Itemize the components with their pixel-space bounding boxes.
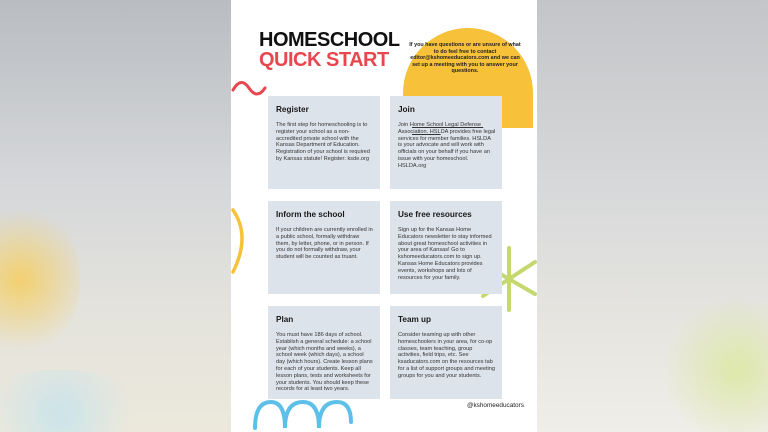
card-heading: Join [398,105,415,114]
flyer [231,0,537,432]
card-heading: Inform the school [276,210,345,219]
title-line-1: HOMESCHOOL [259,29,400,51]
card-body: If your children are currently enrolled in a public school, formally withdraw them, by letter, phone, or in person. If you do not formally withdraw, your student will be counted as truant. [276,227,373,261]
social-handle: @kshomeeducators [467,402,524,409]
hslda-link[interactable] [398,122,502,136]
blurred-blue-shape [0,370,150,432]
background-right [537,0,768,432]
contact-note: If you have questions or are unsure of what to do feel free to contact editor@kshomeeducators.com and we can set up a meeting with you to answer your questions. [409,42,521,75]
card-plan [268,306,380,399]
background-left [0,0,231,432]
blurred-yellow-shape [0,200,80,360]
card-body: You must have 186 days of school. Establish a general schedule: a school year (which months and weeks), a school week (which days), a school day (which hours). Create lesson plans for each of your students. Keep all lesson plans, tests and worksheets for your students. You should keep these records for at least two years. [276,332,373,393]
card-body: The first step for homeschooling is to register your school as a non-accredited private school with the Kansas Department of Education. Registration of your school is required by Kansas statute! Register: ksde.org [276,122,370,162]
yellow-arc-icon [231,206,253,276]
card-heading: Use free resources [398,210,472,219]
card-free-resources [390,201,502,294]
card-register [268,96,380,189]
card-team-up [390,306,502,399]
card-join [390,96,502,189]
card-body: Consider teaming up with other homeschoolers in your area, for co-op classes, team teaching, group activities, field trips, etc. See ksaducators.com on the resources tab for a list of support groups and meeting groups for you and your students. [398,332,496,379]
card-body: Join Home School Legal Defense Association. HSLDA provides free legal services for member families. HSLDA is your advocate and will work with officials on your behalf if you have an issue with your homeschool. HSLDA.org [398,122,496,169]
card-heading: Team up [398,315,432,324]
blurred-green-shape [657,300,768,432]
card-body: Sign up for the Kansas Home Educators newsletter to stay informed about great homeschool activities in your area of Kansas! Go to kshomeeducators.com to sign up. Kansas Home Educators provides events, workshops and lots of resources for your family. [398,227,492,281]
card-heading: Plan [276,315,294,324]
title-line-2: QUICK START [259,49,389,71]
card-inform-school [268,201,380,294]
red-squiggle-icon [231,78,271,100]
card-heading: Register [276,105,309,114]
